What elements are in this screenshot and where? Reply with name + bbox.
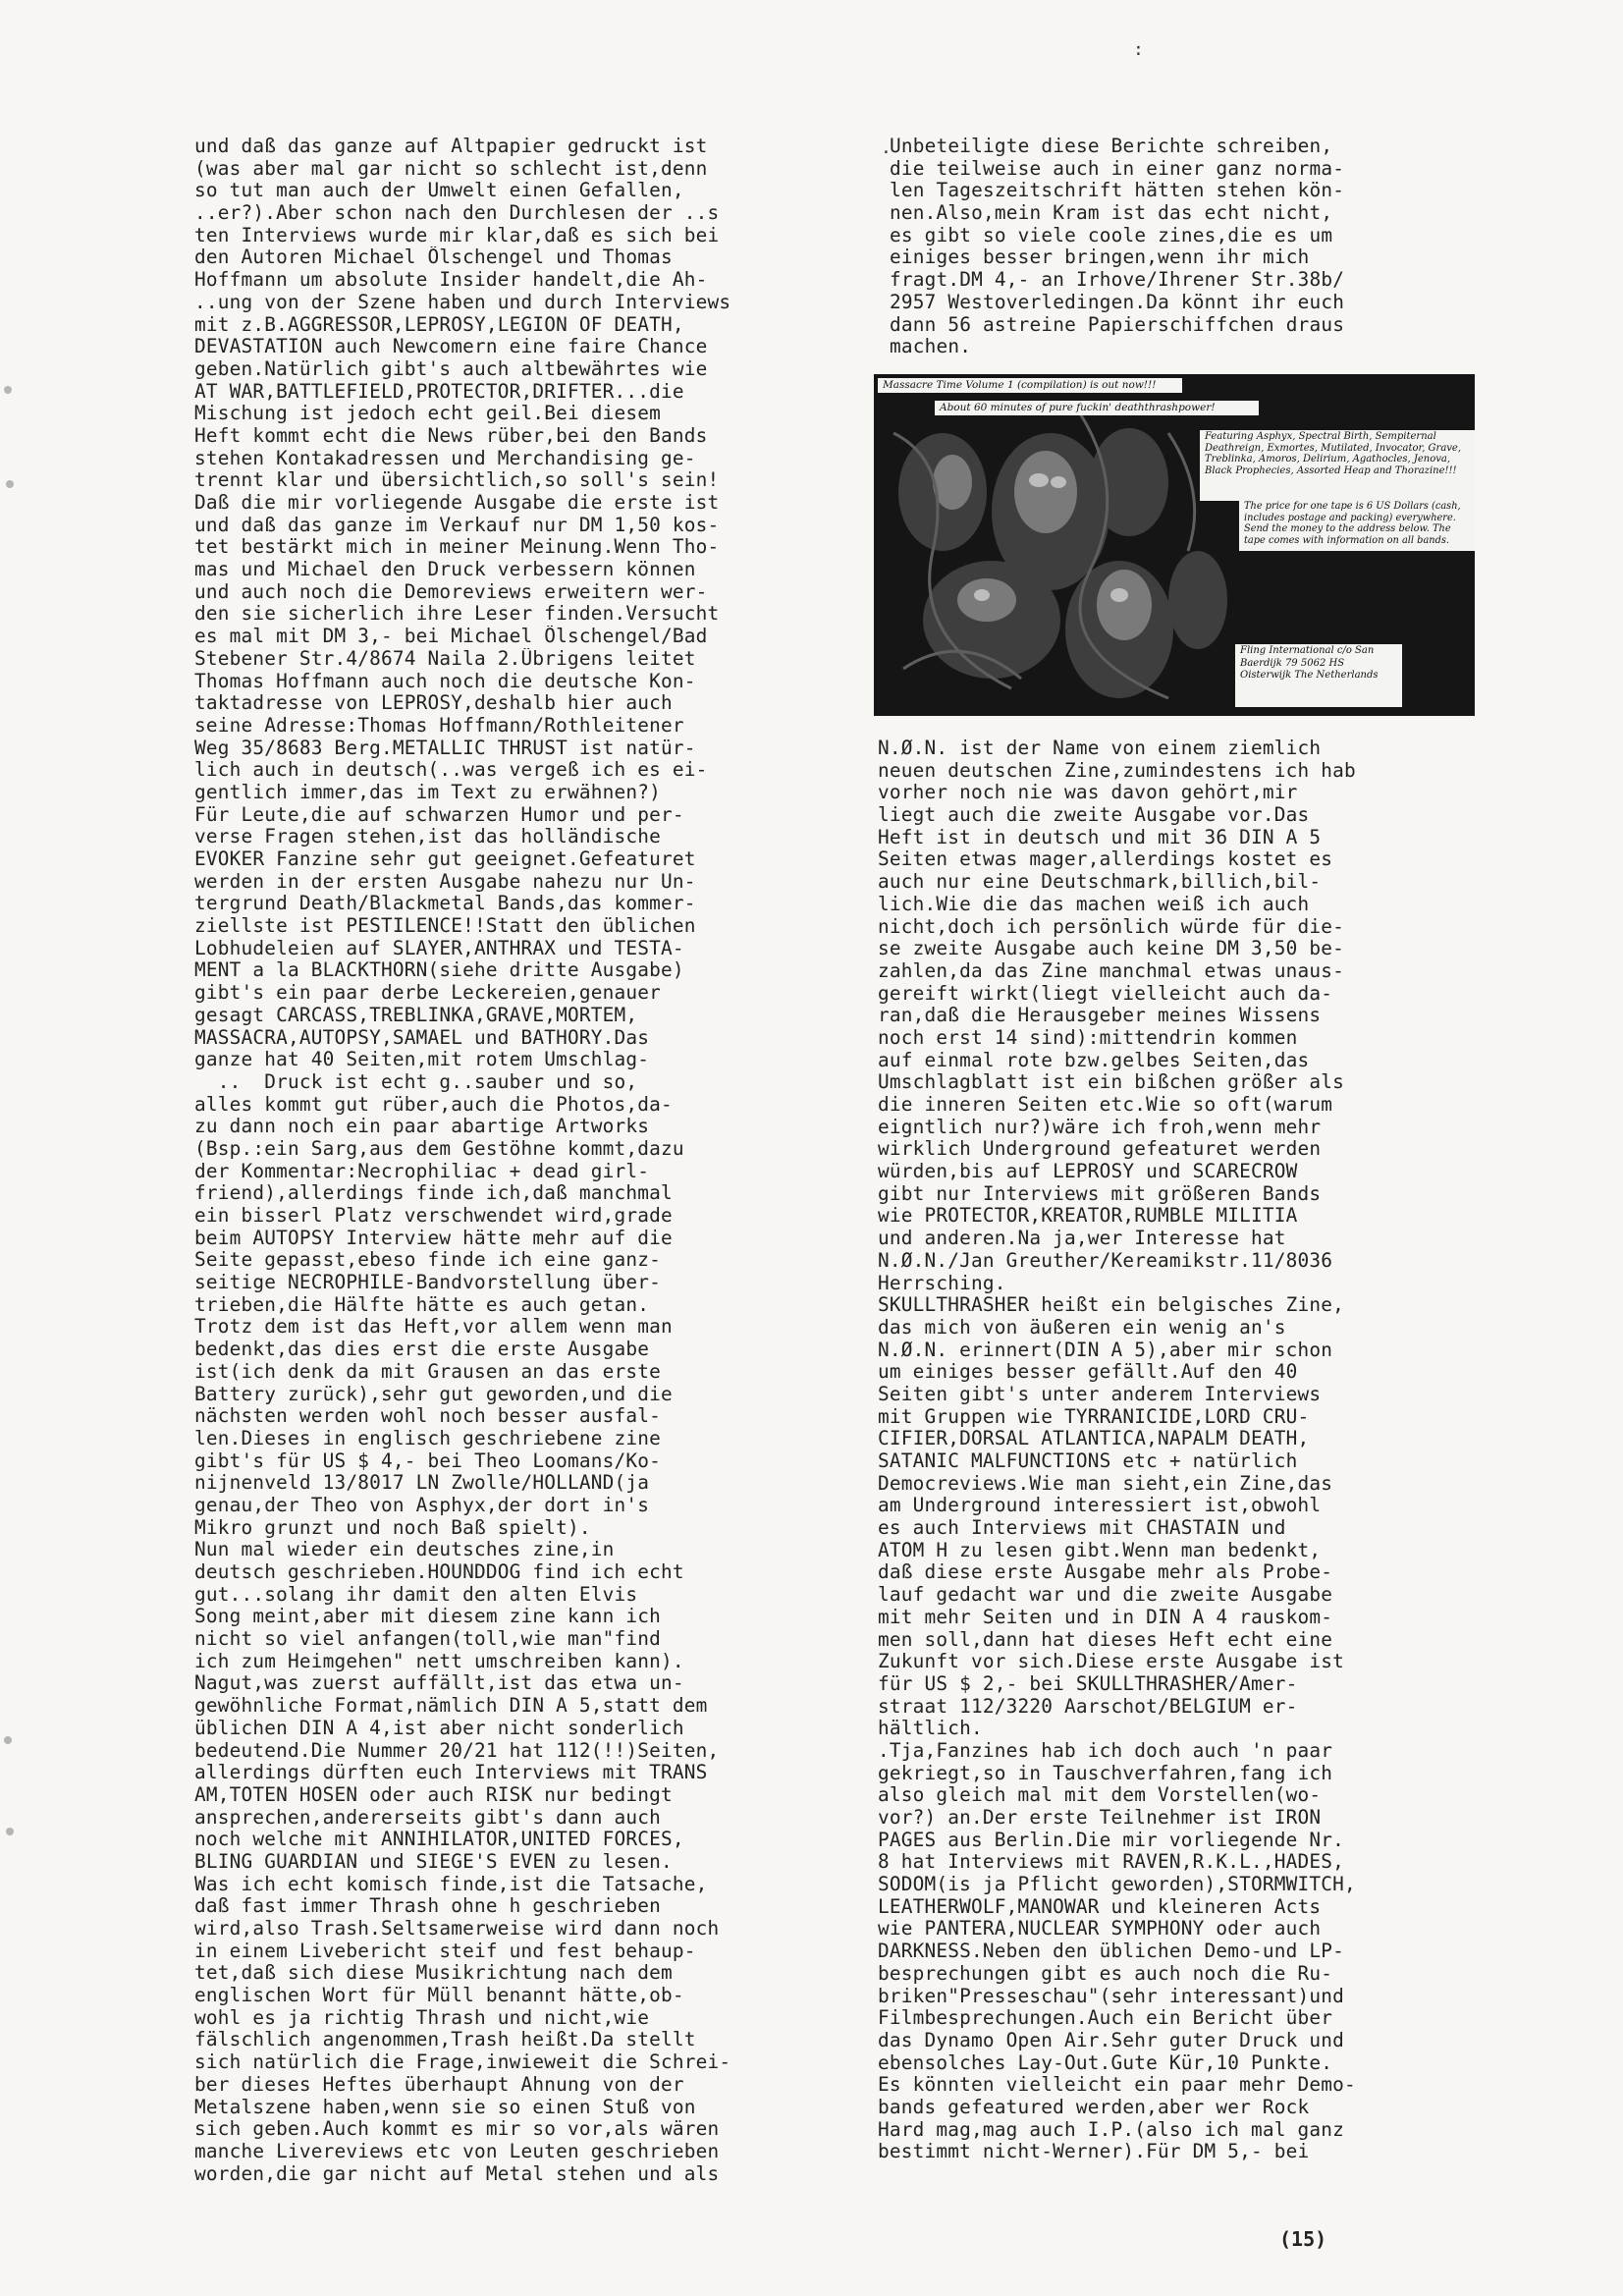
text-line: ist(ich denk da mit Grausen an das erste (194, 1360, 661, 1383)
text-line: Lobhudeleien auf SLAYER,ANTHRAX und TESTA- (194, 937, 684, 959)
text-line: Song meint,aber mit diesem zine kann ich (194, 1606, 661, 1628)
text-line: tergrund Death/Blackmetal Bands,das kommer- (194, 893, 696, 915)
margin-speck (6, 1828, 14, 1835)
text-line: Battery zurück),sehr gut geworden,und die (194, 1383, 673, 1405)
text-line: und daß das ganze auf Altpapier gedruckt ist (194, 136, 708, 157)
text-line: werden in der ersten Ausgabe nahezu nur Un- (194, 870, 696, 893)
text-line: einiges besser bringen,wenn ihr mich (890, 246, 1310, 269)
text-line: N.Ø.N. erinnert(DIN A 5),aber mir schon (878, 1339, 1333, 1361)
text-line: nen.Also,mein Kram ist das echt nicht, (890, 202, 1333, 225)
text-line: würden,bis auf LEPROSY und SCARECROW (878, 1161, 1298, 1183)
text-line: Trotz dem ist das Heft,vor allem wenn man (194, 1316, 673, 1339)
text-line: DARKNESS.Neben den üblichen Demo-und LP- (878, 1941, 1344, 1963)
text-line: daß diese erste Ausgabe mehr als Probe- (878, 1561, 1333, 1584)
text-line: gut...solang ihr damit den alten Elvis (194, 1583, 638, 1606)
text-line: (was aber mal gar nicht so schlecht ist,denn (194, 157, 708, 180)
text-line: PAGES aus Berlin.Die mir vorliegende Nr. (878, 1829, 1344, 1851)
text-line: 2957 Westoverledingen.Da könnt ihr euch (890, 291, 1345, 313)
text-line: nijnenveld 13/8017 LN Zwolle/HOLLAND(ja (194, 1472, 650, 1495)
text-line: am Underground interessiert ist,obwohl (878, 1495, 1322, 1517)
text-line: also gleich mal mit dem Vorstellen(wo- (878, 1784, 1322, 1807)
text-line: üblichen DIN A 4,ist aber nicht sonderlich (194, 1717, 684, 1739)
text-line: machen. (890, 336, 972, 358)
margin-speck (4, 1736, 12, 1744)
text-line: len.Dieses in englisch geschriebene zine (194, 1427, 661, 1449)
text-line: Mikro grunzt und noch Baß spielt). (194, 1516, 591, 1539)
text-line: um einiges besser gefällt.Auf den 40 (878, 1361, 1298, 1384)
text-line: Metalszene haben,wenn sie so einen Stuß von (194, 2096, 696, 2118)
text-line: wie PROTECTOR,KREATOR,RUMBLE MILITIA (878, 1205, 1298, 1228)
text-line: wie PANTERA,NUCLEAR SYMPHONY oder auch (878, 1918, 1322, 1941)
text-line: daß fast immer Thrash ohne h geschrieben (194, 1895, 661, 1918)
text-line: mit mehr Seiten und in DIN A 4 rauskom- (878, 1606, 1333, 1628)
text-line: besprechungen gibt es auch noch die Ru- (878, 1962, 1333, 1985)
tape-advertisement (874, 374, 1475, 716)
text-line: für US $ 2,- bei SKULLTHRASHER/Amer- (878, 1672, 1298, 1695)
text-line: AM,TOTEN HOSEN oder auch RISK nur bedingt (194, 1783, 673, 1806)
text-line: Nagut,was zuerst auffällt,ist das etwa un- (194, 1672, 684, 1695)
text-line: lich auch in deutsch(..was vergeß ich es ei- (194, 759, 708, 782)
text-line: mit z.B.AGGRESSOR,LEPROSY,LEGION OF DEATH, (194, 313, 684, 336)
text-line: seine Adresse:Thomas Hoffmann/Rothleitener (194, 714, 684, 737)
text-line: bedenkt,das dies erst die erste Ausgabe (194, 1339, 650, 1361)
text-line: Mischung ist jedoch echt geil.Bei diesem (194, 403, 661, 425)
text-line: ..er?).Aber schon nach den Durchlesen der ..s (194, 202, 720, 225)
text-line: straat 112/3220 Aarschot/BELGIUM er- (878, 1695, 1298, 1718)
text-line: geben.Natürlich gibt's auch altbewährtes wie (194, 357, 708, 380)
text-line: briken"Presseschau"(sehr interessant)und (878, 1985, 1344, 2007)
text-line: bands gefeatured werden,aber wer Rock (878, 2096, 1310, 2118)
text-line: ich zum Heimgehen" nett umschreiben kann). (194, 1650, 684, 1672)
text-line: Heft kommt echt die News rüber,bei den Bands (194, 424, 708, 447)
text-line: Seite gepasst,ebeso finde ich eine ganz- (194, 1249, 661, 1272)
text-line: lich.Wie die das machen weiß ich auch (878, 893, 1310, 915)
text-line: DEVASTATION auch Newcomern eine faire Chance (194, 336, 708, 358)
text-line: allerdings dürften euch Interviews mit TRANS (194, 1762, 708, 1784)
text-line: Umschlagblatt ist ein bißchen größer als (878, 1071, 1344, 1094)
text-line: Zukunft vor sich.Diese erste Ausgabe ist (878, 1651, 1344, 1673)
page-number: (15) (1279, 2227, 1327, 2251)
text-line: wirklich Underground gefeaturet werden (878, 1138, 1322, 1161)
ad-minutes: About 60 minutes of pure fuckin' deaththrashpower! (935, 401, 1259, 415)
margin-speck (6, 480, 14, 488)
text-line: Thomas Hoffmann auch noch die deutsche Kon- (194, 670, 696, 692)
text-line: neuen deutschen Zine,zumindestens ich hab (878, 759, 1356, 782)
text-line: alles kommt gut rüber,auch die Photos,da- (194, 1093, 673, 1116)
text-line: nicht so viel anfangen(toll,wie man"find (194, 1628, 661, 1651)
text-line: gibt nur Interviews mit größeren Bands (878, 1182, 1322, 1205)
text-line: taktadresse von LEPROSY,deshalb hier auch (194, 692, 673, 715)
right-column-top (890, 136, 1439, 358)
text-line: tet bestärkt mich in meiner Meinung.Wenn Tho- (194, 536, 720, 559)
ad-address: Fling International c/o San Baerdijk 79 5062 HS Oisterwijk The Netherlands (1235, 644, 1402, 707)
text-line: .Tja,Fanzines hab ich doch auch 'n paar (878, 1739, 1333, 1762)
text-line: verse Fragen stehen,ist das holländische (194, 826, 661, 848)
text-line: 8 hat Interviews mit RAVEN,R.K.L.,HADES, (878, 1851, 1344, 1874)
text-line: ..ung von der Szene haben und durch Interviews (194, 291, 731, 313)
text-line: nicht,doch ich persönlich würde für die- (878, 915, 1344, 938)
text-line: (Bsp.:ein Sarg,aus dem Gestöhne kommt,dazu (194, 1137, 684, 1160)
text-line: se zweite Ausgabe auch keine DM 3,50 be- (878, 938, 1344, 960)
text-line: lauf gedacht war und die zweite Ausgabe (878, 1584, 1333, 1607)
text-line: manche Livereviews etc von Leuten geschrieben (194, 2140, 720, 2162)
text-line: ten Interviews wurde mir klar,daß es sich bei (194, 224, 720, 246)
ad-price: The price for one tape is 6 US Dollars (cash, includes postage and packing) everywhere. Send the money to the address below. The tape comes with information on all bands. (1239, 500, 1475, 551)
text-line: ziellste ist PESTILENCE!!Statt den üblichen (194, 915, 696, 938)
bullet-mark: · (881, 142, 892, 163)
text-line: ber dieses Heftes überhaupt Ahnung von der (194, 2073, 684, 2096)
text-line: Democreviews.Wie man sieht,ein Zine,das (878, 1472, 1333, 1495)
text-line: CIFIER,DORSAL ATLANTICA,NAPALM DEATH, (878, 1428, 1310, 1450)
text-line: die inneren Seiten etc.Wie so oft(warum (878, 1094, 1333, 1116)
text-line: beim AUTOPSY Interview hätte mehr auf die (194, 1227, 673, 1249)
text-line: Es könnten vielleicht ein paar mehr Demo- (878, 2074, 1356, 2097)
text-line: trennt klar und übersichtlich,so soll's sein! (194, 469, 720, 492)
text-line: N.Ø.N. ist der Name von einem ziemlich (878, 738, 1322, 759)
text-line: genau,der Theo von Asphyx,der dort in's (194, 1494, 650, 1516)
text-line: Heft ist in deutsch und mit 36 DIN A 5 (878, 826, 1322, 848)
text-line: bestimmt nicht-Werner).Für DM 5,- bei (878, 2141, 1310, 2163)
text-line: Stebener Str.4/8674 Naila 2.Übrigens leitet (194, 647, 696, 670)
text-line: men soll,dann hat dieses Heft echt eine (878, 1628, 1333, 1651)
text-line: zahlen,da das Zine manchmal etwas unaus- (878, 959, 1344, 982)
text-line: Nun mal wieder ein deutsches zine,in (194, 1539, 615, 1561)
text-line: AT WAR,BATTLEFIELD,PROTECTOR,DRIFTER...die (194, 380, 684, 403)
text-line: stehen Kontakadressen und Merchandising ge- (194, 447, 696, 469)
text-line: den Autoren Michael Ölschengel und Thomas (194, 246, 673, 269)
text-line: SODOM(is ja Pflicht geworden),STORMWITCH, (878, 1874, 1356, 1896)
text-line: .. Druck ist echt g..sauber und so, (194, 1070, 638, 1093)
bullet-mark: : (1133, 39, 1144, 60)
text-line: LEATHERWOLF,MANOWAR und kleineren Acts (878, 1895, 1322, 1918)
text-line: Unbeteiligte diese Berichte schreiben, (890, 136, 1333, 157)
text-line: und anderen.Na ja,wer Interesse hat (878, 1228, 1286, 1250)
text-line: MASSACRA,AUTOPSY,SAMAEL und BATHORY.Das (194, 1026, 650, 1049)
text-line: mit Gruppen wie TYRRANICIDE,LORD CRU- (878, 1405, 1310, 1428)
text-line: N.Ø.N./Jan Greuther/Kereamikstr.11/8036 (878, 1249, 1333, 1272)
text-line: Für Leute,die auf schwarzen Humor und per- (194, 803, 684, 826)
text-line: das Dynamo Open Air.Sehr guter Druck und (878, 2029, 1344, 2051)
text-line: den sie sicherlich ihre Leser finden.Versucht (194, 603, 720, 626)
text-line: friend),allerdings finde ich,daß manchmal (194, 1182, 673, 1205)
text-line: ATOM H zu lesen gibt.Wenn man bedenkt, (878, 1539, 1322, 1561)
text-line: hältlich. (878, 1718, 983, 1740)
text-line: gibt's ein paar derbe Leckereien,genauer (194, 982, 661, 1005)
text-line: fragt.DM 4,- an Irhove/Ihrener Str.38b/ (890, 269, 1345, 292)
text-line: ein bisserl Platz verschwendet wird,grade (194, 1205, 673, 1227)
text-line: es auch Interviews mit CHASTAIN und (878, 1517, 1286, 1540)
text-line: ebensolches Lay-Out.Gute Kür,10 Punkte. (878, 2051, 1333, 2074)
text-line: vorher noch nie was davon gehört,mir (878, 782, 1298, 804)
text-line: ansprechen,andererseits gibt's dann auch (194, 1806, 661, 1829)
text-line: trieben,die Hälfte hätte es auch getan. (194, 1293, 650, 1316)
text-line: auf einmal rote bzw.gelbes Seiten,das (878, 1049, 1310, 1071)
text-line: seitige NECROPHILE-Bandvorstellung über- (194, 1272, 661, 1294)
text-line: SKULLTHRASHER heißt ein belgisches Zine, (878, 1294, 1344, 1317)
ad-featuring: Featuring Asphyx, Spectral Birth, Sempiternal Deathreign, Exmortes, Mutilated, Invocator, Grave, Treblinka, Amoros, Delirium, Agathocles, Jenova, Black Prophecies, Assorted Heap and Thorazine!!! (1200, 430, 1475, 501)
text-line: EVOKER Fanzine sehr gut geeignet.Gefeaturet (194, 848, 696, 870)
text-line: und daß das ganze im Verkauf nur DM 1,50 kos- (194, 514, 720, 536)
text-line: deutsch geschrieben.HOUNDDOG find ich echt (194, 1561, 684, 1583)
text-line: gentlich immer,das im Text zu erwähnen?) (194, 781, 661, 803)
text-line: in einem Livebericht steif und fest behaup- (194, 1940, 696, 1962)
text-line: ganze hat 40 Seiten,mit rotem Umschlag- (194, 1049, 650, 1071)
text-line: das mich von äußeren ein wenig an's (878, 1316, 1286, 1339)
text-line: vor?) an.Der erste Teilnehmer ist IRON (878, 1807, 1322, 1829)
text-line: BLING GUARDIAN und SIEGE'S EVEN zu lesen. (194, 1850, 673, 1873)
text-line: die teilweise auch in einer ganz norma- (890, 157, 1345, 180)
text-line: Hard mag,mag auch I.P.(also ich mal ganz (878, 2118, 1344, 2141)
text-line: auch nur eine Deutschmark,billich,bil- (878, 871, 1322, 894)
text-line: mas und Michael den Druck verbessern können (194, 559, 696, 581)
text-line: Seiten gibt's unter anderem Interviews (878, 1383, 1322, 1405)
text-line: Herrsching. (878, 1272, 1006, 1294)
left-column (194, 136, 823, 2185)
text-line: wohl es ja richtig Thrash und nicht,wie (194, 2006, 650, 2029)
text-line: gewöhnliche Format,nämlich DIN A 5,statt dem (194, 1695, 708, 1718)
text-line: und auch noch die Demoreviews erweitern wer- (194, 580, 708, 603)
text-line: gesagt CARCASS,TREBLINKA,GRAVE,MORTEM, (194, 1004, 638, 1026)
text-line: Hoffmann um absolute Insider handelt,die Ah- (194, 269, 708, 292)
text-line: noch erst 14 sind):mittendrin kommen (878, 1026, 1298, 1049)
text-line: Filmbesprechungen.Auch ein Bericht über (878, 2007, 1333, 2030)
text-line: fälschlich angenommen,Trash heißt.Da stellt (194, 2029, 696, 2051)
text-line: bedeutend.Die Nummer 20/21 hat 112(!!)Seiten, (194, 1739, 720, 1762)
text-line: so tut man auch der Umwelt einen Gefallen, (194, 180, 684, 202)
ad-title: Massacre Time Volume 1 (compilation) is out now!!! (878, 378, 1182, 393)
text-line: tet,daß sich diese Musikrichtung nach dem (194, 1962, 673, 1985)
text-line: sich natürlich die Frage,inwieweit die Schrei- (194, 2051, 731, 2074)
text-line: eigntlich nur?)wäre ich froh,wenn mehr (878, 1116, 1322, 1138)
text-line: zu dann noch ein paar abartige Artworks (194, 1116, 650, 1138)
text-line: SATANIC MALFUNCTIONS etc + natürlich (878, 1450, 1298, 1472)
text-line: es gibt so viele coole zines,die es um (890, 224, 1333, 246)
text-line: len Tageszeitschrift hätten stehen kön- (890, 180, 1345, 202)
text-line: Weg 35/8683 Berg.METALLIC THRUST ist natür- (194, 737, 696, 759)
text-line: Seiten etwas mager,allerdings kostet es (878, 848, 1333, 871)
text-line: der Kommentar:Necrophiliac + dead girl- (194, 1160, 650, 1182)
text-line: gekriegt,so in Tauschverfahren,fang ich (878, 1762, 1333, 1784)
text-line: wird,also Trash.Seltsamerweise wird dann noch (194, 1918, 720, 1940)
text-line: liegt auch die zweite Ausgabe vor.Das (878, 804, 1310, 827)
text-line: Was ich echt komisch finde,ist die Tatsache, (194, 1873, 708, 1895)
text-line: englischen Wort für Müll benannt hätte,ob- (194, 1985, 684, 2007)
text-line: sich geben.Auch kommt es mir so vor,als wären (194, 2118, 720, 2141)
right-column-bottom (878, 738, 1447, 2163)
margin-speck (4, 386, 12, 394)
text-line: nächsten werden wohl noch besser ausfal- (194, 1405, 661, 1428)
text-line: worden,die gar nicht auf Metal stehen und als (194, 2162, 720, 2185)
text-line: gibt's für US $ 4,- bei Theo Loomans/Ko- (194, 1449, 661, 1472)
text-line: dann 56 astreine Papierschiffchen draus (890, 313, 1345, 336)
text-line: noch welche mit ANNIHILATOR,UNITED FORCES, (194, 1829, 684, 1851)
text-line: es mal mit DM 3,- bei Michael Ölschengel/Bad (194, 626, 708, 648)
text-line: ran,daß die Herausgeber meines Wissens (878, 1005, 1322, 1027)
text-line: Daß die mir vorliegende Ausgabe die erste ist (194, 492, 720, 514)
text-line: gereift wirkt(liegt vielleicht auch da- (878, 982, 1333, 1005)
text-line: MENT a la BLACKTHORN(siehe dritte Ausgabe) (194, 959, 684, 982)
